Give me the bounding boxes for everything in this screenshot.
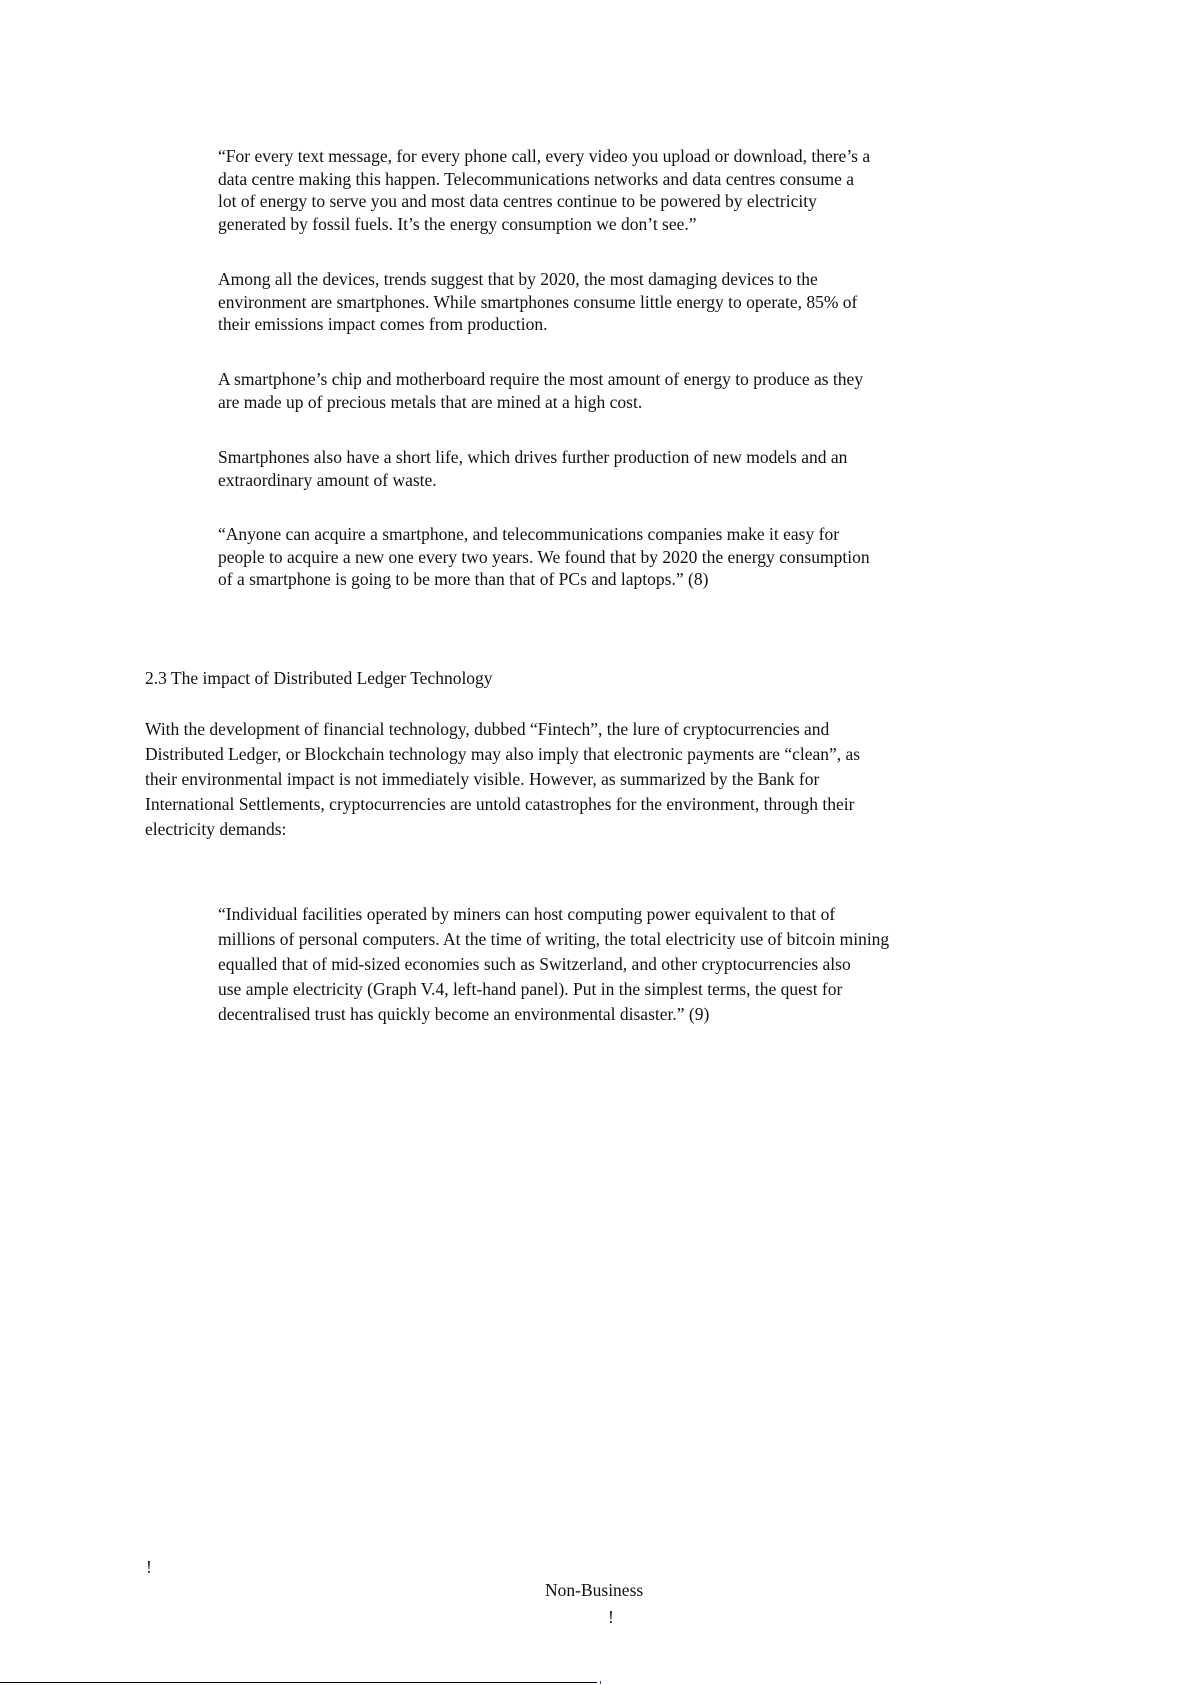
text-line: electricity demands: <box>145 819 287 839</box>
text-line: use ample electricity (Graph V.4, left-hand panel). Put in the simplest terms, the quest for <box>218 979 843 999</box>
text-line: generated by fossil fuels. It’s the energy consumption we don’t see.” <box>218 213 697 234</box>
text-line: Smartphones also have a short life, which drives further production of new models and an <box>218 447 848 467</box>
footer-left-mark: ! <box>146 1557 152 1577</box>
footer-center-mark: ! <box>608 1607 614 1627</box>
text-line: International Settlements, cryptocurrencies are untold catastrophes for the environment, through their <box>145 794 855 814</box>
text-line: their emissions impact comes from production. <box>218 314 548 335</box>
section-heading: 2.3 The impact of Distributed Ledger Technology <box>145 668 493 688</box>
text-line: millions of personal computers. At the time of writing, the total electricity use of bitcoin mining <box>218 929 890 949</box>
text-line: decentralised trust has quickly become an environmental disaster.” (9) <box>218 1004 710 1024</box>
text-line: lot of energy to serve you and most data centres continue to be powered by electricity <box>218 191 817 212</box>
text-line: their environmental impact is not immediately visible. However, as summarized by the Bank for <box>145 769 820 789</box>
text-line: are made up of precious metals that are mined at a high cost. <box>218 391 643 412</box>
rule-marker <box>600 1681 601 1684</box>
quote-smartphone-energy <box>218 523 870 591</box>
text-line: people to acquire a new one every two years. We found that by 2020 the energy consumption <box>218 546 870 567</box>
footer-label: Non-Business <box>545 1580 644 1600</box>
paragraph-chip-motherboard <box>218 368 863 413</box>
text-line: environment are smartphones. While smartphones consume little energy to operate, 85% of <box>218 291 858 312</box>
paragraph-damaging-devices <box>218 268 857 336</box>
text-line: Distributed Ledger, or Blockchain technology may also imply that electronic payments are “clean”, as <box>145 744 861 764</box>
quote-bis-bitcoin <box>218 902 889 1027</box>
paragraph-short-life <box>218 446 847 491</box>
text-line: extraordinary amount of waste. <box>218 469 437 490</box>
text-line: equalled that of mid-sized economies such as Switzerland, and other cryptocurrencies also <box>218 954 851 974</box>
text-line: data centre making this happen. Telecommunications networks and data centres consume a <box>218 168 855 189</box>
text-line: “Anyone can acquire a smartphone, and telecommunications companies make it easy for <box>218 524 840 544</box>
footnote-rule <box>0 1682 597 1683</box>
text-line: Among all the devices, trends suggest that by 2020, the most damaging devices to the <box>218 269 818 289</box>
text-line: “For every text message, for every phone call, every video you upload or download, there’s a <box>218 146 871 166</box>
text-line: With the development of financial technology, dubbed “Fintech”, the lure of cryptocurrencies and <box>145 719 830 739</box>
text-line: “Individual facilities operated by miners can host computing power equivalent to that of <box>218 904 836 924</box>
text-line: of a smartphone is going to be more than that of PCs and laptops.” (8) <box>218 569 709 590</box>
paragraph-fintech <box>145 717 860 842</box>
text-line: A smartphone’s chip and motherboard require the most amount of energy to produce as they <box>218 369 864 389</box>
quote-smartphone-data-centres <box>218 145 870 235</box>
